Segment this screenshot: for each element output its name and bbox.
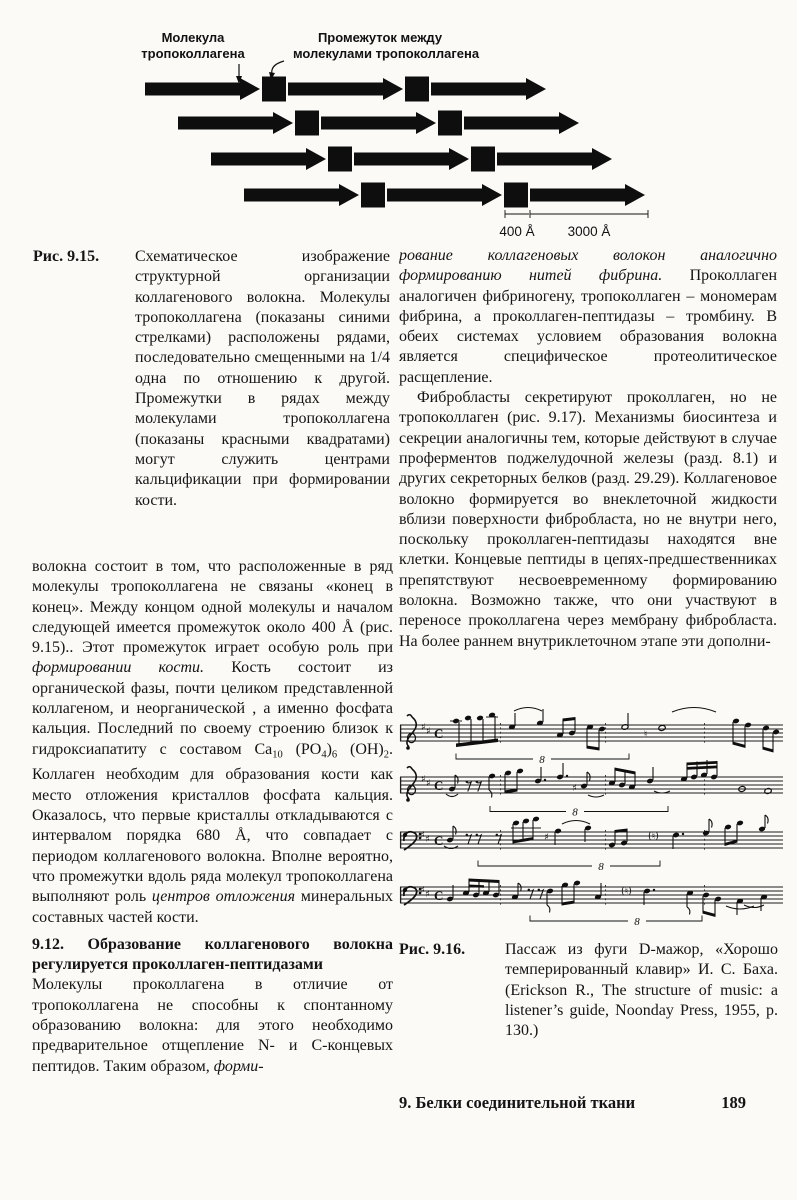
text-run: Кость состоит из органической фазы, почти целиком представленной коллагеном, и неорганической , а именно фосфата кальция. Последний по своему строению близок к гидроксиапатиту с составом Ca: [32, 659, 393, 758]
time-signature: C: [434, 726, 444, 741]
molecule-label-line2: тропоколлагена: [141, 46, 245, 61]
figure-label: Рис. 9.15.: [33, 248, 100, 265]
time-signature: C: [434, 778, 444, 793]
octave-label: 8: [572, 806, 578, 819]
gap-square: [361, 183, 385, 208]
gap-square: [328, 147, 352, 172]
formula-subscript: 2: [383, 749, 389, 761]
gap-label: Промежуток между: [317, 30, 443, 45]
music-score-figure: [398, 700, 784, 936]
tropocollagen-row: [178, 111, 579, 136]
page-footer: [399, 1093, 746, 1113]
paragraph: [32, 975, 393, 1076]
text-run: рование коллагеновых волокон аналогично формированию нитей фибрина.: [399, 247, 777, 285]
tropocollagen-row: [211, 147, 612, 172]
eighth-rest-icon: [466, 834, 472, 845]
formula-subscript: 6: [331, 749, 338, 761]
figure-caption-916: [399, 940, 778, 1041]
eighth-rest-icon: [528, 889, 534, 900]
staff-3: [400, 815, 783, 873]
figure-label: Рис. 9.16.: [399, 941, 466, 958]
paragraph: Фибробласты секретируют проколлаген, но не тропоколлаген (рис. 9.17). Механизмы биосинтеза и секреции аналогичны тем, которые действуют в случае проферментов поджелудочной железы (разд. 8.1) и других секреторных белков (разд. 29.29). Коллагеновое волокно формируется во внеклеточной жидкости вблизи поверхности фибробласта, но не внутри него, поскольку проколлаген-пептидазы находятся вне клетки. Концевые пептиды в цепях-предшественниках препятствуют несвоевременному формированию волокна. Возможно также, что они участвуют в переносе проколлагена через мембрану фибробласта. На более раннем внутриклеточном этапе эти дополни-: [399, 389, 777, 650]
sharp-icon: ♯: [544, 832, 549, 843]
natural-icon: ♮: [644, 729, 648, 740]
section-heading: 9.12. Образование коллагенового волокна регулируется проколлаген-пептидазами: [32, 935, 393, 974]
paragraph: [32, 557, 393, 928]
formula-subscript: 10: [272, 749, 283, 761]
sharp-icon: ♯: [420, 885, 425, 896]
text-run: центров отложения: [151, 888, 296, 906]
text-run: формировании кости.: [32, 659, 205, 677]
octave-bracket: [490, 806, 668, 812]
staff-2: [400, 760, 783, 819]
treble-clef-icon: [406, 767, 416, 802]
octave-bracket: [530, 916, 702, 922]
natural-paren-icon: (♮): [621, 886, 632, 897]
text-run: Молекулы проколлагена в отличие от тропоколлагена не способны к спонтанному образованию волокна: для этого необходимо предварительное отщепление N- и C-концевых пептидов. Таким образом,: [32, 976, 393, 1075]
sharp-icon: ♯: [572, 783, 577, 794]
paragraph: [399, 246, 777, 388]
eighth-rest-icon: [476, 781, 482, 792]
time-signature: C: [434, 833, 444, 848]
sharp-icon: ♯: [425, 889, 430, 900]
text-run: (PO: [282, 740, 322, 758]
right-column: [399, 246, 777, 701]
bass-clef-icon: [403, 887, 422, 905]
octave-label: 8: [539, 754, 545, 766]
chapter-title: 9. Белки соединительной ткани: [399, 1093, 636, 1112]
octave-bracket: [478, 861, 660, 867]
eighth-rest-icon: [466, 781, 472, 792]
figure-caption-text: Схематическое изображение структурной организации коллагенового волокна. Молекулы тропоколлагена (показаны синими стрелками) расположены рядами, последовательно смещенными на 1/4 одна по отношению к другой. Промежутки в рядах между молекулами тропоколлагена (показаны красными квадратами) могут служить центрами кальцификации при формировании кости.: [135, 248, 390, 509]
tropocollagen-row: [145, 77, 546, 102]
sharp-icon: ♯: [420, 830, 425, 841]
tropocollagen-row: [244, 183, 645, 208]
eighth-rest-icon: [476, 834, 482, 845]
sharp-icon: ♯: [421, 722, 426, 733]
text-run: . Коллаген необходим для образования кости как место отложения кристаллов фосфата кальция. Оказалось, что первые кристаллы откладываются с интервалом порядка 680 Å, что совпадает с периодом коллагенового волокна. Вполне вероятно, что промежутки вдоль ряда молекул тропоколлагена выполняют роль: [32, 740, 393, 906]
scale-bracket: [499, 210, 648, 239]
sharp-icon: ♯: [421, 774, 426, 785]
text-run: ): [326, 740, 332, 758]
figure-caption-text: Пассаж из фуги D-мажор, «Хорошо темперированный клавир» И. С. Баха. (Erickson R., The structure of music: a listener’s guide, Noonday Press, 1955, p. 130.): [505, 941, 778, 1040]
natural-paren-icon: (♮): [648, 831, 659, 842]
text-run: Проколлаген аналогичен фибриногену, тропоколлаген – мономерам фибрина, а проколлаген-пептидазы – тромбину. В обеих системах условием образования волокна является специфическое протеолитическое расщепление.: [399, 267, 777, 386]
left-column: [32, 557, 393, 1077]
treble-clef-icon: [406, 715, 416, 750]
text-run: (OH): [337, 740, 384, 758]
gap-label-line2: молекулами тропоколлагена: [292, 46, 480, 61]
octave-label: 8: [634, 916, 640, 928]
octave-label: 8: [598, 861, 604, 873]
gap-square: [295, 111, 319, 136]
gap-square: [405, 77, 429, 102]
figure-caption-915: [33, 247, 390, 511]
sharp-icon: ♯: [426, 726, 431, 737]
time-signature: C: [434, 888, 444, 903]
gap-square: [471, 147, 495, 172]
page-number: 189: [721, 1093, 746, 1112]
gap-square: [262, 77, 286, 102]
gap-square: [438, 111, 462, 136]
molecule-label: Молекула: [161, 30, 225, 45]
staff-1: [400, 708, 783, 767]
formula-subscript: 4: [321, 749, 327, 761]
bass-clef-icon: [403, 832, 422, 850]
sharp-icon: ♯: [426, 778, 431, 789]
text-run: волокна состоит в том, что расположенные в ряд молекулы тропоколлагена не связаны «конец в конец». Между концом одной молекулы и началом следующей имеется промежуток около 400 Å (рис. 9.15).. Этот промежуток играет особую роль при: [32, 558, 393, 657]
eighth-rest-icon: [538, 889, 544, 900]
gap-square: [504, 183, 528, 208]
text-run: форми-: [213, 1057, 264, 1075]
collagen-fibre-diagram: [130, 26, 675, 242]
scale-short-label: 400 Å: [499, 224, 535, 239]
staff-4: [400, 879, 783, 929]
text-run: минеральных составных частей кости.: [32, 888, 393, 926]
scale-long-label: 3000 Å: [567, 224, 611, 239]
sharp-icon: ♯: [425, 834, 430, 845]
